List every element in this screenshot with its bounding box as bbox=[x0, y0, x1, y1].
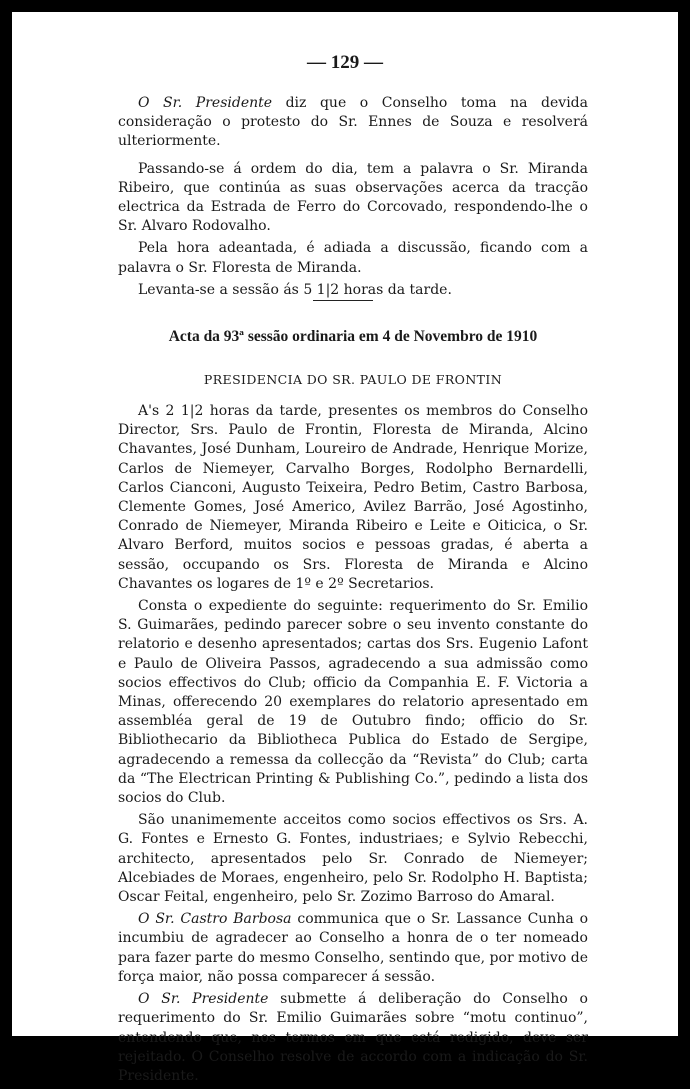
paragraph-text: communica que o Sr. Lassance Cunha o incumbiu de agradecer ao Conselho a honra de o ter nomeado para fazer parte do mesmo Conselho, sentindo que, por motivo de força maior, não possa comparecer á sessão. bbox=[118, 911, 588, 985]
paragraph bbox=[118, 402, 588, 594]
paragraph bbox=[118, 281, 588, 300]
minutes-body bbox=[118, 402, 588, 1089]
acta-title: Acta da 93ª sessão ordinaria em 4 de Novembro de 1910 bbox=[168, 328, 538, 345]
paragraph-text: A's 2 1|2 horas da tarde, presentes os membros do Conselho Director, Srs. Paulo de Frontin, Floresta de Miranda, Alcino Chavantes, José Dunham, Loureiro de Andrade, Henrique Morize, Carlos de Niemeyer, Carvalho Borges, Rodolpho Bernardelli, Carlos Cianconi, Augusto Teixeira, Pedro Betim, Castro Barbosa, Clemente Gomes, José Americo, Avilez Barrão, José Agostinho, Conrado de Niemeyer, Miranda Ribeiro e Leite e Oiticica, o Sr. Alvaro Berford, muitos socios e pessoas gradas, é aberta a sessão, occupando os Srs. Floresta de Miranda e Alcino Chavantes os logares de 1º e 2º Secretarios. bbox=[118, 403, 588, 592]
paragraph bbox=[118, 597, 588, 808]
paragraph-text: submette á deliberação do Conselho o requerimento do Sr. Emilio Guimarães sobre “motu continuo”, entendendo que, nos termos em que está redigido, deve ser rejeitado. O Conselho resolve de accordo com a indicação do Sr. Presidente. bbox=[118, 991, 588, 1084]
presidency-line: PRESIDENCIA DO SR. PAULO DE FRONTIN bbox=[203, 372, 503, 387]
paragraph-text: Pela hora adeantada, é adiada a discussão, ficando com a palavra o Sr. Floresta de Miranda. bbox=[118, 240, 588, 276]
paragraph-text: diz que o Conselho toma na devida consideração o protesto do Sr. Ennes de Souza e resolverá ulteriormente. bbox=[118, 95, 588, 150]
minutes-continuation bbox=[118, 94, 588, 303]
speaker: O Sr. Presidente bbox=[138, 95, 273, 111]
paragraph bbox=[118, 811, 588, 907]
document-page bbox=[12, 12, 678, 1084]
section-divider bbox=[313, 300, 373, 301]
paragraph-text: Consta o expediente do seguinte: requerimento do Sr. Emilio S. Guimarães, pedindo parecer sobre o seu invento constante do relatorio e desenho apresentados; cartas dos Srs. Eugenio Lafont e Paulo de Oliveira Passos, agradecendo a sua admissão como socios effectivos do Club; officio da Companhia E. F. Victoria a Minas, offerecendo 20 exemplares do relatorio apresentado em assembléa geral de 19 de Outubro findo; officio do Sr. Bibliothecario da Bibliotheca Publica do Estado de Sergipe, agradecendo a remessa da collecção da “Revista” do Club; carta da “The Electrican Printing & Publishing Co.”, pedindo a lista dos socios do Club. bbox=[118, 598, 588, 807]
paragraph-text: Levanta-se a sessão ás 5 1|2 horas da tarde. bbox=[138, 281, 452, 298]
speaker: O Sr. Castro Barbosa bbox=[138, 911, 292, 928]
paragraph bbox=[118, 910, 588, 987]
page-number: — 129 — bbox=[307, 52, 383, 73]
paragraph-text: Passando-se á ordem do dia, tem a palavra o Sr. Miranda Ribeiro, que continúa as suas observações acerca da tracção electrica da Estrada de Ferro do Corcovado, respondendo-lhe o Sr. Alvaro Rodovalho. bbox=[118, 160, 588, 235]
paragraph bbox=[118, 990, 588, 1086]
paragraph bbox=[118, 160, 588, 237]
paragraph-text: São unanimemente acceitos como socios effectivos os Srs. A. G. Fontes e Ernesto G. Fontes, industriaes; e Sylvio Rebecchi, architecto, apresentados pelo Sr. Conrado de Niemeyer; Alcebiades de Moraes, engenheiro, pelo Sr. Rodolpho H. Baptista; Oscar Feital, engenheiro, pelo Sr. Zozimo Barroso do Amaral. bbox=[118, 812, 588, 906]
paragraph bbox=[118, 239, 588, 277]
speaker: O Sr. Presidente bbox=[138, 991, 269, 1008]
paragraph bbox=[118, 94, 588, 152]
